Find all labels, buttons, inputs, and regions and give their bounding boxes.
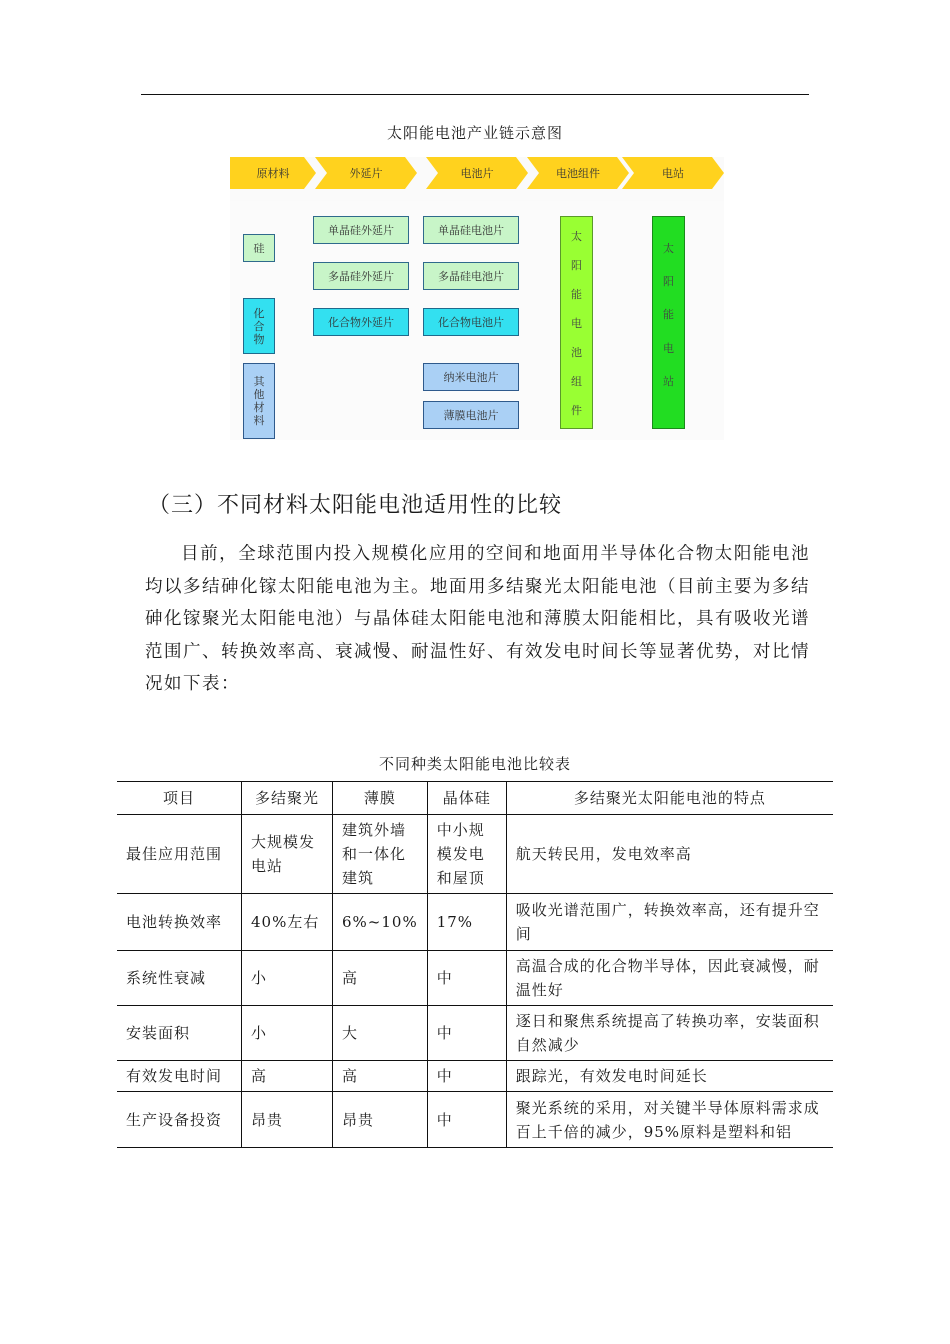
comparison-table: [117, 781, 833, 1148]
table-cell: 有效发电时间: [117, 1061, 242, 1092]
figure-caption: 太阳能电池产业链示意图: [386, 124, 563, 142]
table-cell: 高: [242, 1061, 333, 1092]
table-cell: 最佳应用范围: [117, 815, 242, 894]
table-cell: 高: [333, 1061, 428, 1092]
table-cell: 中小规模发电和屋顶: [427, 815, 506, 894]
body-paragraph: [145, 538, 810, 701]
table-row: [117, 1092, 833, 1148]
table-cell: 小: [242, 951, 333, 1006]
table-cell: 高温合成的化合物半导体，因此衰减慢，耐温性好: [506, 951, 833, 1006]
table-row: [117, 1061, 833, 1092]
header-multi-junction: 多结聚光: [242, 782, 333, 815]
stage-arrow-cells: 电池片: [426, 157, 528, 189]
cell-mono-si-box: 单晶硅电池片: [423, 216, 519, 244]
table-row: [117, 815, 833, 894]
table-cell: 中: [427, 1061, 506, 1092]
table-cell: 高: [333, 951, 428, 1006]
solar-module-bar: 太 阳 能 电 池 组 件: [560, 216, 593, 429]
table-cell: 跟踪光，有效发电时间延长: [506, 1061, 833, 1092]
table-header-row: [117, 782, 833, 815]
industry-chain-diagram: [230, 157, 724, 440]
header-item: 项目: [117, 782, 242, 815]
table-cell: 昂贵: [333, 1092, 428, 1148]
epitaxy-poly-si-box: 多晶硅外延片: [313, 262, 409, 290]
table-cell: 生产设备投资: [117, 1092, 242, 1148]
table-cell: 系统性衰减: [117, 951, 242, 1006]
table-cell: 航天转民用，发电效率高: [506, 815, 833, 894]
table-cell: 中: [427, 951, 506, 1006]
table-cell: 中: [427, 1092, 506, 1148]
table-row: [117, 1006, 833, 1061]
stage-arrow-modules: 电池组件: [527, 157, 629, 189]
cell-poly-si-box: 多晶硅电池片: [423, 262, 519, 290]
table-cell: 电池转换效率: [117, 894, 242, 951]
header-rule: [141, 94, 809, 95]
paragraph-text: 目前，全球范围内投入规模化应用的空间和地面用半导体化合物太阳能电池均以多结砷化镓太阳能电池为主。地面用多结聚光太阳能电池（目前主要为多结砷化镓聚光太阳能电池）与晶体硅太阳能电池和薄膜太阳能相比，具有吸收光谱范围广、转换效率高、衰减慢、耐温性好、有效发电时间长等显著优势，对比情况如下表：: [145, 544, 810, 694]
stage-arrow-station: 电站: [622, 157, 724, 189]
raw-compound-box: 化合物: [243, 298, 275, 354]
epitaxy-mono-si-box: 单晶硅外延片: [313, 216, 409, 244]
table-cell: 逐日和聚焦系统提高了转换功率，安装面积自然减少: [506, 1006, 833, 1061]
table-cell: 大: [333, 1006, 428, 1061]
table-cell: 17%: [427, 894, 506, 951]
epitaxy-compound-box: 化合物外延片: [313, 308, 409, 336]
table-caption: 不同种类太阳能电池比较表: [378, 755, 571, 773]
header-crystalline-si: 晶体硅: [427, 782, 506, 815]
section-heading: （三）不同材料太阳能电池适用性的比较: [148, 493, 563, 518]
table-cell: 昂贵: [242, 1092, 333, 1148]
table-cell: 安装面积: [117, 1006, 242, 1061]
table-cell: 大规模发电站: [242, 815, 333, 894]
table-cell: 建筑外墙和一体化建筑: [333, 815, 428, 894]
table-cell: 小: [242, 1006, 333, 1061]
table-cell: 聚光系统的采用，对关键半导体原料需求成百上千倍的减少，95%原料是塑料和铝: [506, 1092, 833, 1148]
raw-other-materials-box: 其他材料: [243, 363, 275, 439]
cell-thin-film-box: 薄膜电池片: [423, 401, 519, 429]
cell-compound-box: 化合物电池片: [423, 308, 519, 336]
stage-arrow-raw-materials: 原材料: [230, 157, 316, 189]
table-cell: 中: [427, 1006, 506, 1061]
cell-nano-box: 纳米电池片: [423, 363, 519, 391]
table-cell: 40%左右: [242, 894, 333, 951]
stage-arrow-epitaxy: 外延片: [315, 157, 417, 189]
table-cell: 吸收光谱范围广，转换效率高，还有提升空间: [506, 894, 833, 951]
solar-station-bar: 太 阳 能 电 站: [652, 216, 685, 429]
table-cell: 6%~10%: [333, 894, 428, 951]
raw-silicon-box: 硅: [243, 234, 275, 262]
header-thin-film: 薄膜: [333, 782, 428, 815]
table-row: [117, 951, 833, 1006]
header-features: 多结聚光太阳能电池的特点: [506, 782, 833, 815]
table-row: [117, 894, 833, 951]
